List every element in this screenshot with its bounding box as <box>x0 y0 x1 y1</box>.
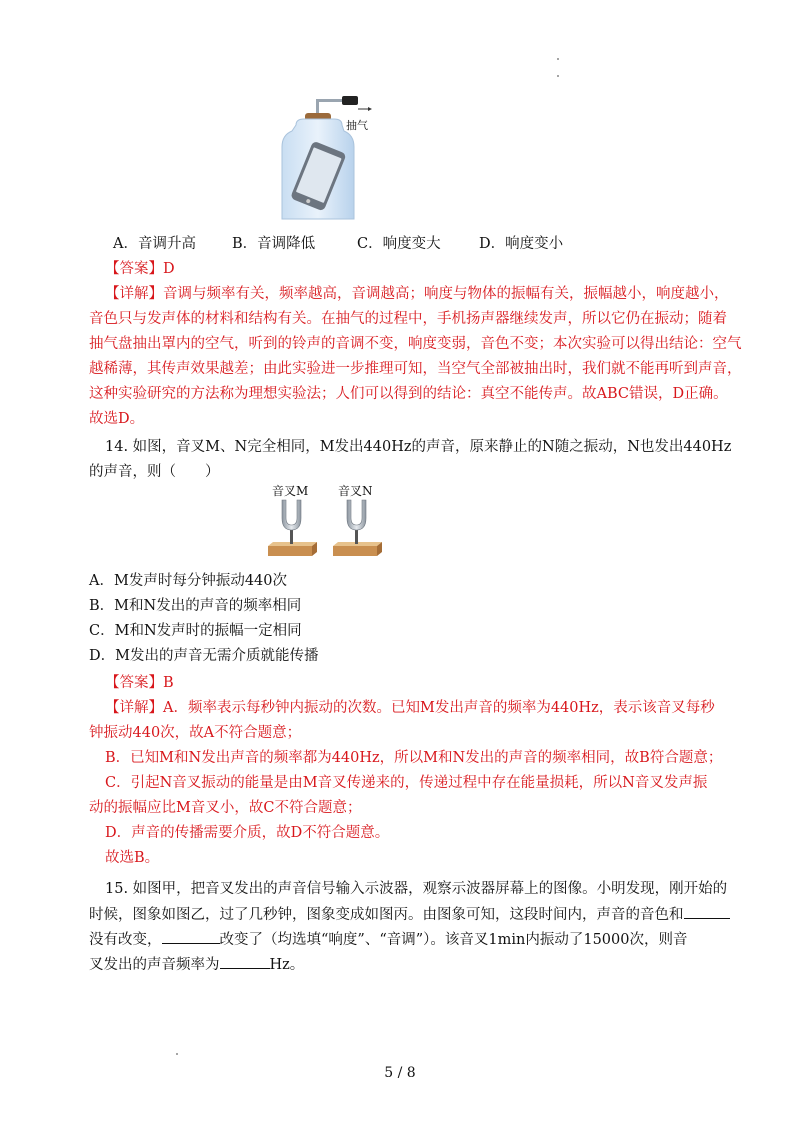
q14-explain-6: D．声音的传播需要介质，故D不符合题意。 <box>105 825 390 841</box>
q15-line-4 <box>89 954 304 975</box>
q14-explain-3: B．已知M和N发出声音的频率都为440Hz，所以M和N发出的声音的频率相同，故B符合题意； <box>105 750 723 766</box>
q13-option-b: B．音调降低 <box>232 236 316 252</box>
q15-line-4-text-b: Hz。 <box>269 957 305 973</box>
q15-line-2 <box>89 904 730 925</box>
speck <box>176 1053 178 1055</box>
q14-stem-1: 14. 如图，音叉M、N完全相同，M发出440Hz的声音，原来静止的N随之振动，N也发出440Hz <box>105 439 732 455</box>
q13-explain-5: 这种实验研究的方法称为理想实验法；人们可以得到的结论：真空不能传声。故ABC错误，D正确。 <box>89 386 728 402</box>
q14-option-c: C．M和N发声时的振幅一定相同 <box>89 623 302 639</box>
q13-explain-2: 音色只与发声体的材料和结构有关。在抽气的过程中，手机扬声器继续发声，所以它仍在振动；随着 <box>89 311 727 327</box>
q14-option-a: A．M发声时每分钟振动440次 <box>89 573 287 589</box>
q13-explain-6: 故选D。 <box>89 411 145 427</box>
q15-line-3 <box>89 929 687 950</box>
q14-explain-4: C．引起N音叉振动的能量是由M音叉传递来的，传递过程中存在能量损耗，所以N音叉发声振 <box>105 775 708 791</box>
q13-option-c: C．响度变大 <box>357 236 441 252</box>
answer-blank-2[interactable] <box>162 929 220 944</box>
q13-explain-3: 抽气盘抽出罩内的空气，听到的铃声的音调不变，响度变弱，音色不变；本次实验可以得出结论：空气 <box>89 336 742 352</box>
q14-explain-1: 【详解】A．频率表示每秒钟内振动的次数。已知M发出声音的频率为440Hz，表示该音叉每秒 <box>105 700 715 716</box>
bell-jar-icon <box>278 95 388 225</box>
q13-option-a: A．音调升高 <box>113 236 196 252</box>
q13-answer: 【答案】D <box>105 261 175 277</box>
q15-line-3-text-a: 没有改变， <box>89 932 162 948</box>
speck <box>557 75 559 77</box>
q15-line-4-text-a: 叉发出的声音频率为 <box>89 957 220 973</box>
page-number: 5 / 8 <box>384 1065 416 1081</box>
q14-stem-2: 的声音，则（ ） <box>89 464 220 480</box>
speck <box>557 58 559 60</box>
q14-option-b: B．M和N发出的声音的频率相同 <box>89 598 302 614</box>
q14-option-d: D．M发出的声音无需介质就能传播 <box>89 648 319 664</box>
q14-answer: 【答案】B <box>105 675 174 691</box>
q15-line-3-text-b: 改变了（均选填“响度”、“音调”）。该音叉1min内振动了15000次，则音 <box>219 932 688 948</box>
answer-blank-1[interactable] <box>684 904 730 919</box>
q13-explain-1: 【详解】音调与频率有关，频率越高，音调越高；响度与物体的振幅有关，振幅越小，响度越小， <box>105 286 729 302</box>
q13-option-d: D．响度变小 <box>479 236 564 252</box>
fork-m-label: 音叉M <box>272 484 309 498</box>
q14-explain-7: 故选B。 <box>105 850 160 866</box>
q14-explain-2: 钟振动440次，故A不符合题意； <box>89 725 302 741</box>
fork-n-label: 音叉N <box>338 484 373 498</box>
q15-line-1: 15. 如图甲，把音叉发出的声音信号输入示波器，观察示波器屏幕上的图像。小明发现，刚开始的 <box>105 881 728 897</box>
q14-explain-5: 动的振幅应比M音叉小，故C不符合题意； <box>89 800 362 816</box>
q13-explain-4: 越稀薄，其传声效果越差；由此实验进一步推理可知，当空气全部被抽出时，我们就不能再听到声音， <box>89 361 742 377</box>
bell-jar-figure <box>278 95 388 225</box>
q15-line-2-text: 时候，图象如图乙，过了几秒钟，图象变成如图丙。由图象可知，这段时间内，声音的音色和 <box>89 907 684 923</box>
pump-label: 抽气 <box>346 119 368 132</box>
answer-blank-3[interactable] <box>220 954 270 969</box>
